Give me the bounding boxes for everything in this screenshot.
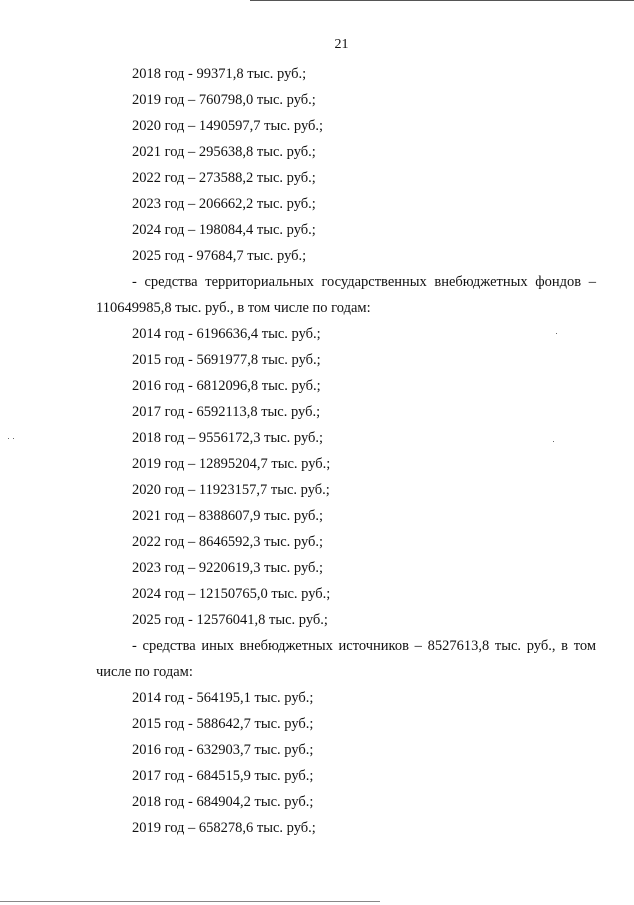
text-line: 2015 год - 588642,7 тыс. руб.; xyxy=(132,716,314,732)
scan-edge-bottom xyxy=(0,901,380,902)
text-line: 2017 год - 684515,9 тыс. руб.; xyxy=(132,768,314,784)
text-line: 2021 год – 295638,8 тыс. руб.; xyxy=(132,144,316,160)
text-line: 2025 год - 12576041,8 тыс. руб.; xyxy=(132,612,328,628)
text-line: 2016 год - 6812096,8 тыс. руб.; xyxy=(132,378,321,394)
text-line: 2022 год – 273588,2 тыс. руб.; xyxy=(132,170,316,186)
text-line: 2016 год - 632903,7 тыс. руб.; xyxy=(132,742,314,758)
text-line: 2018 год - 99371,8 тыс. руб.; xyxy=(132,66,307,82)
text-line: 2014 год - 564195,1 тыс. руб.; xyxy=(132,690,314,706)
text-line: 2021 год – 8388607,9 тыс. руб.; xyxy=(132,508,324,524)
text-line: 2020 год – 11923157,7 тыс. руб.; xyxy=(132,482,330,498)
text-line: 2024 год – 198084,4 тыс. руб.; xyxy=(132,222,316,238)
text-line: 2023 год – 9220619,3 тыс. руб.; xyxy=(132,560,324,576)
text-line: 2018 год - 684904,2 тыс. руб.; xyxy=(132,794,314,810)
text-line: 2018 год – 9556172,3 тыс. руб.; xyxy=(132,430,324,446)
scan-speck xyxy=(553,441,554,442)
paragraph-line: - средства иных внебюджетных источников – 8527613,8 тыс. руб., в том xyxy=(132,638,596,654)
scan-speck xyxy=(8,438,9,439)
text-line: 2020 год – 1490597,7 тыс. руб.; xyxy=(132,118,324,134)
paragraph-line: 110649985,8 тыс. руб., в том числе по годам: xyxy=(96,300,371,316)
text-line: 2022 год – 8646592,3 тыс. руб.; xyxy=(132,534,324,550)
text-line: 2017 год - 6592113,8 тыс. руб.; xyxy=(132,404,321,420)
text-line: 2019 год – 658278,6 тыс. руб.; xyxy=(132,820,316,836)
text-line: 2019 год – 12895204,7 тыс. руб.; xyxy=(132,456,331,472)
page-number: 21 xyxy=(334,37,349,52)
text-line: 2023 год – 206662,2 тыс. руб.; xyxy=(132,196,316,212)
text-line: 2019 год – 760798,0 тыс. руб.; xyxy=(132,92,316,108)
paragraph-line: числе по годам: xyxy=(96,664,193,680)
paragraph-line: - средства территориальных государственных внебюджетных фондов – xyxy=(132,274,596,290)
scan-speck xyxy=(13,438,14,439)
text-line: 2015 год - 5691977,8 тыс. руб.; xyxy=(132,352,321,368)
scan-edge-top xyxy=(250,0,634,1)
document-body xyxy=(96,66,596,846)
scan-speck xyxy=(556,333,557,334)
text-line: 2024 год – 12150765,0 тыс. руб.; xyxy=(132,586,331,602)
text-line: 2025 год - 97684,7 тыс. руб.; xyxy=(132,248,307,264)
text-line: 2014 год - 6196636,4 тыс. руб.; xyxy=(132,326,321,342)
